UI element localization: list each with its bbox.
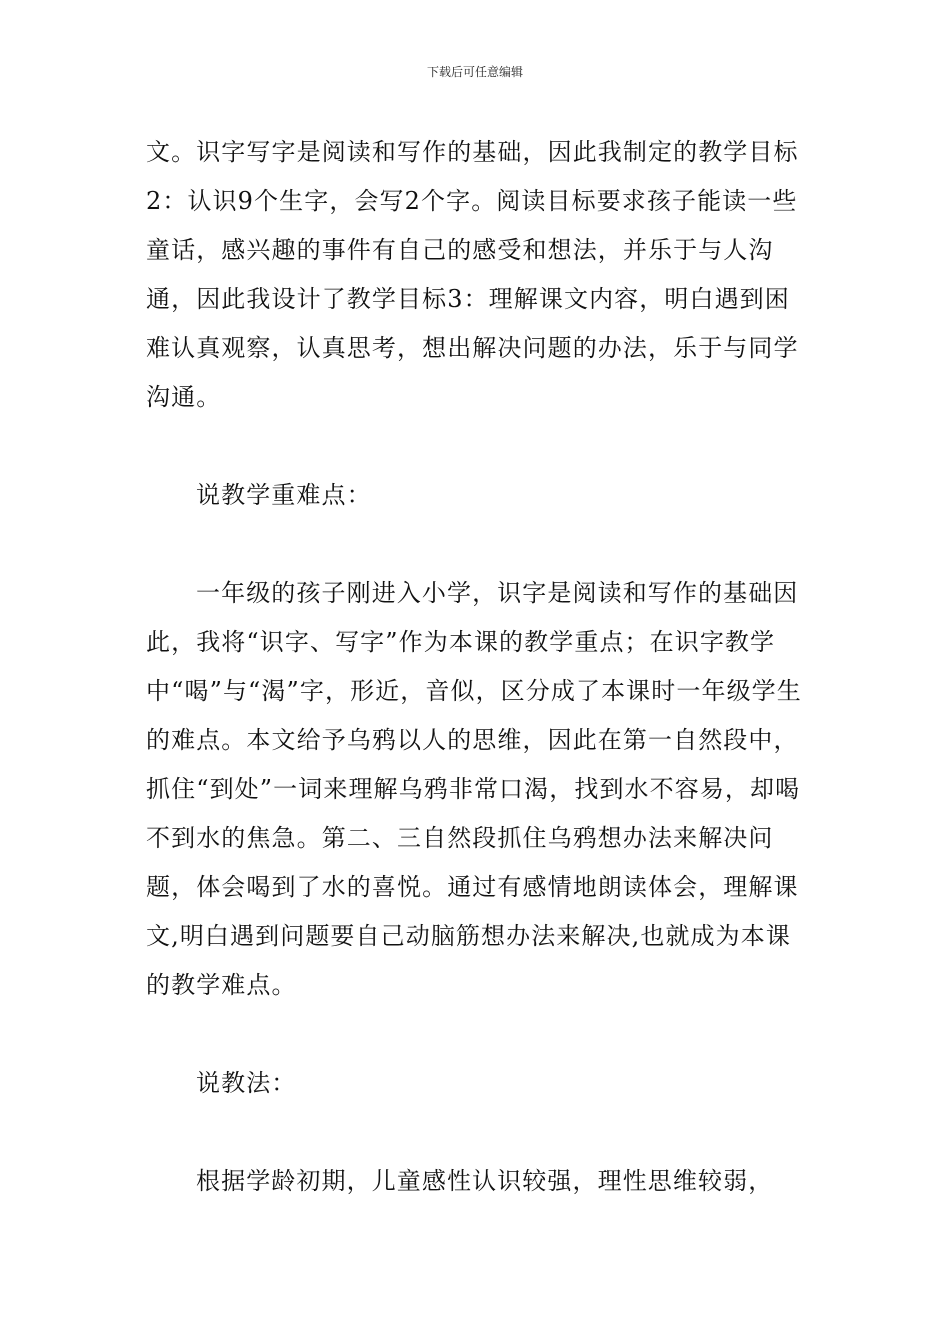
document-body [146,128,810,1206]
paragraph-key-difficulties: 一年级的孩子刚进入小学，识字是阅读和写作的基础因此，我将“识字、写字”作为本课的教学重点；在识字教学中“喝”与“渴”字，形近，音似，区分成了本课时一年级学生的难点。本文给予乌鸦以人的思维，因此在第一自然段中，抓住“到处”一词来理解乌鸦非常口渴，找到水不容易，却喝不到水的焦急。第二、三自然段抓住乌鸦想办法来解决问题，体会喝到了水的喜悦。通过有感情地朗读体会，理解课文,明白遇到问题要自己动脑筋想办法来解决,也就成为本课的教学难点。 [146,579,802,999]
paragraph-teaching-methods: 根据学龄初期，儿童感性认识较强，理性思维较弱， [196,1167,774,1195]
paragraph-spacer [146,520,810,569]
page-header-note: 下载后可任意编辑 [426,65,523,79]
paragraph-teaching-goals: 文。识字写字是阅读和写作的基础，因此我制定的教学目标2：认识9个生字，会写2个字。阅读目标要求孩子能读一些童话，感兴趣的事件有自己的感受和想法，并乐于与人沟通，因此我设计了教学目标3：理解课文内容，明白遇到困难认真观察，认真思考，想出解决问题的办法，乐于与同学沟通。 [146,138,799,411]
paragraph-spacer [146,1010,810,1059]
paragraph-spacer [146,422,810,471]
paragraph-spacer [146,1108,810,1157]
section-heading-key-difficulties: 说教学重难点： [196,481,372,509]
section-heading-teaching-methods: 说教法： [196,1069,297,1097]
